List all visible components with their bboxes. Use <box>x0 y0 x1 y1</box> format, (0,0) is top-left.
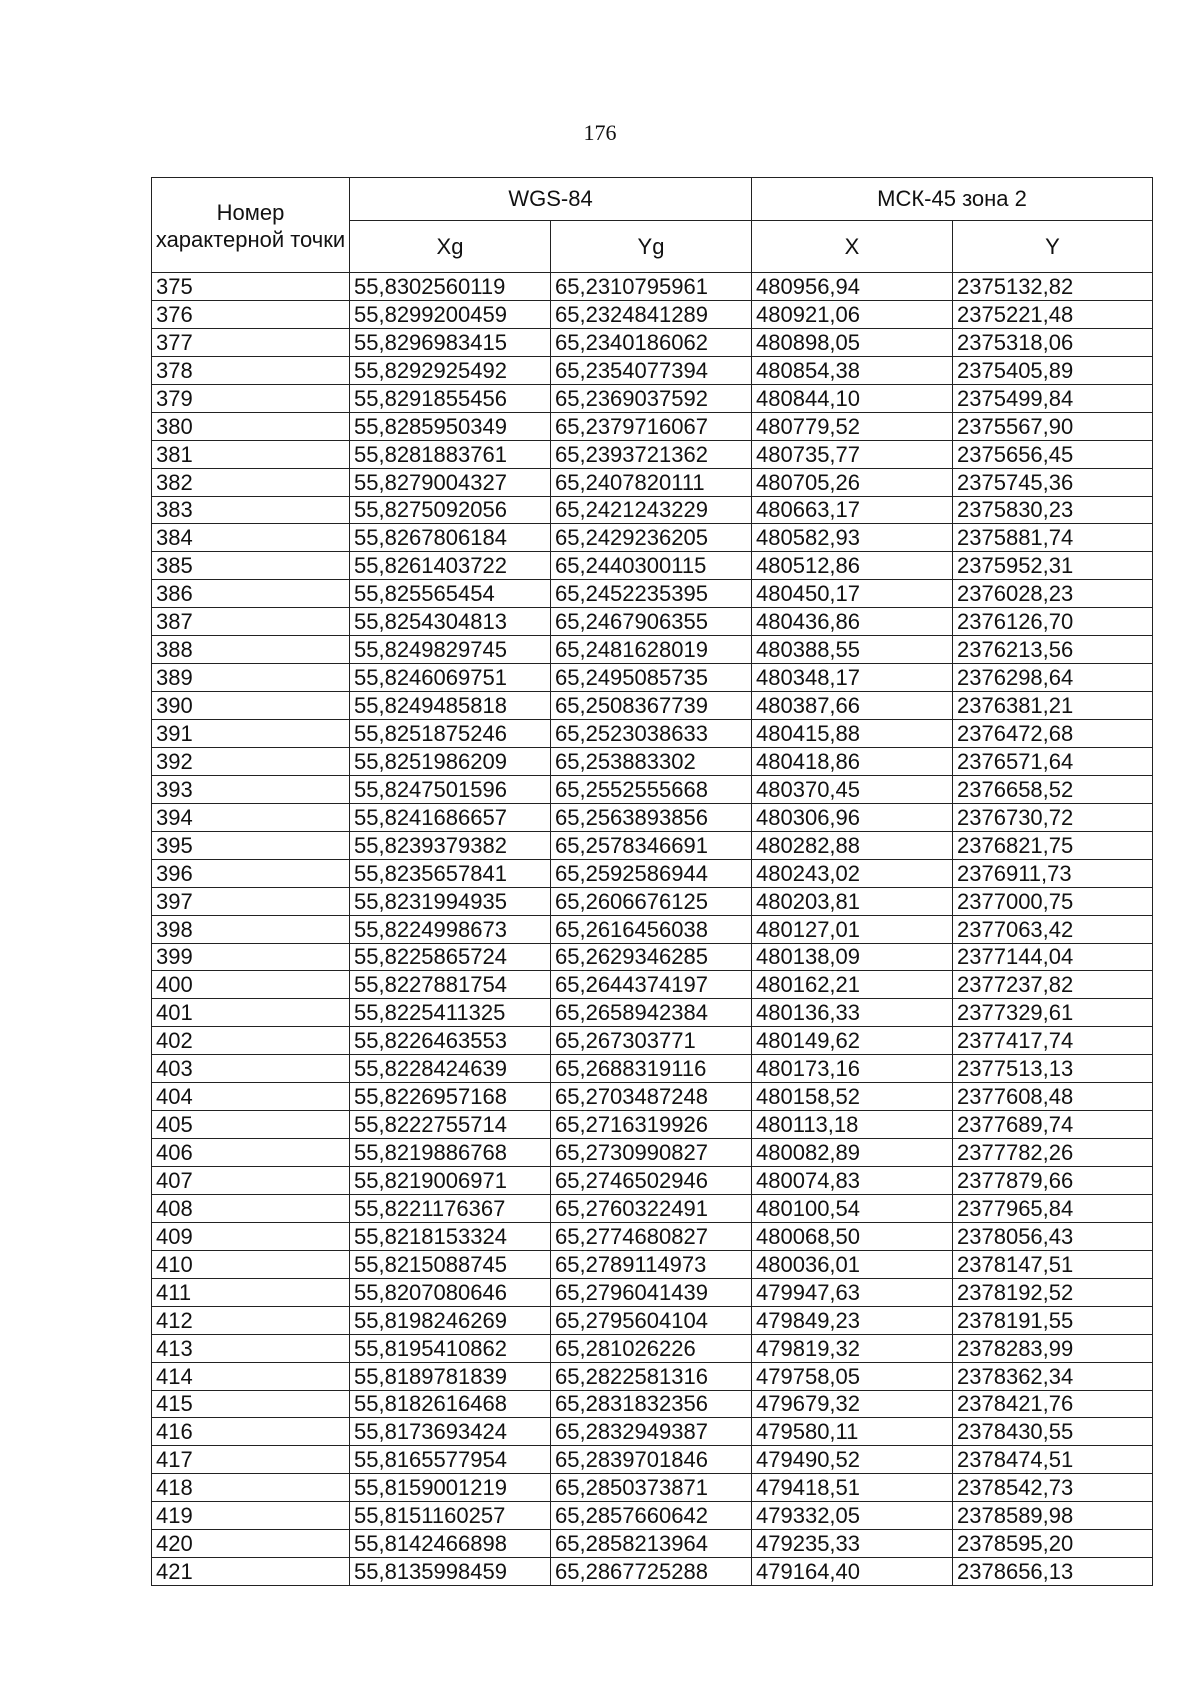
yg-cell: 65,2616456038 <box>551 915 752 943</box>
point-number-cell: 406 <box>152 1139 350 1167</box>
y-cell: 2377513,13 <box>953 1055 1153 1083</box>
point-number-cell: 402 <box>152 1027 350 1055</box>
table-row <box>152 664 1153 692</box>
yg-cell: 65,2658942384 <box>551 999 752 1027</box>
x-cell: 479679,32 <box>752 1390 953 1418</box>
x-cell: 480243,02 <box>752 859 953 887</box>
yg-cell: 65,2440300115 <box>551 552 752 580</box>
point-number-cell: 418 <box>152 1474 350 1502</box>
x-cell: 480844,10 <box>752 384 953 412</box>
point-number-cell: 387 <box>152 608 350 636</box>
xg-cell: 55,8218153324 <box>350 1222 551 1250</box>
x-cell: 480074,83 <box>752 1167 953 1195</box>
table-row <box>152 1418 1153 1446</box>
x-cell: 479418,51 <box>752 1474 953 1502</box>
table-row <box>152 1558 1153 1586</box>
yg-cell: 65,2857660642 <box>551 1502 752 1530</box>
x-cell: 479849,23 <box>752 1306 953 1334</box>
yg-cell: 65,2452235395 <box>551 580 752 608</box>
table-row <box>152 803 1153 831</box>
xg-cell: 55,8235657841 <box>350 859 551 887</box>
yg-cell: 65,2369037592 <box>551 384 752 412</box>
table-row <box>152 580 1153 608</box>
xg-cell: 55,8279004327 <box>350 468 551 496</box>
xg-cell: 55,8246069751 <box>350 664 551 692</box>
table-row <box>152 1027 1153 1055</box>
y-cell: 2376658,52 <box>953 775 1153 803</box>
point-number-cell: 405 <box>152 1111 350 1139</box>
y-cell: 2378283,99 <box>953 1334 1153 1362</box>
y-cell: 2375132,82 <box>953 273 1153 301</box>
y-header: Y <box>953 221 1153 273</box>
yg-cell: 65,2592586944 <box>551 859 752 887</box>
y-cell: 2377608,48 <box>953 1083 1153 1111</box>
table-row <box>152 1278 1153 1306</box>
table-row <box>152 412 1153 440</box>
y-cell: 2378147,51 <box>953 1250 1153 1278</box>
y-cell: 2377063,42 <box>953 915 1153 943</box>
x-cell: 480306,96 <box>752 803 953 831</box>
wgs84-header: WGS-84 <box>350 178 752 221</box>
table-row <box>152 859 1153 887</box>
xg-cell: 55,8207080646 <box>350 1278 551 1306</box>
point-number-cell: 384 <box>152 524 350 552</box>
y-cell: 2376028,23 <box>953 580 1153 608</box>
table-row <box>152 1474 1153 1502</box>
yg-cell: 65,2340186062 <box>551 328 752 356</box>
yg-cell: 65,2354077394 <box>551 356 752 384</box>
x-cell: 480705,26 <box>752 468 953 496</box>
table-row <box>152 468 1153 496</box>
x-cell: 480203,81 <box>752 887 953 915</box>
point-number-cell: 415 <box>152 1390 350 1418</box>
y-cell: 2375567,90 <box>953 412 1153 440</box>
yg-cell: 65,2629346285 <box>551 943 752 971</box>
point-number-cell: 382 <box>152 468 350 496</box>
y-cell: 2376821,75 <box>953 831 1153 859</box>
xg-cell: 55,8225865724 <box>350 943 551 971</box>
x-cell: 480779,52 <box>752 412 953 440</box>
y-cell: 2375656,45 <box>953 440 1153 468</box>
xg-cell: 55,8219006971 <box>350 1167 551 1195</box>
point-number-cell: 386 <box>152 580 350 608</box>
point-number-cell: 397 <box>152 887 350 915</box>
yg-cell: 65,2552555668 <box>551 775 752 803</box>
y-cell: 2378362,34 <box>953 1362 1153 1390</box>
point-number-cell: 419 <box>152 1502 350 1530</box>
table-row <box>152 328 1153 356</box>
y-cell: 2376381,21 <box>953 692 1153 720</box>
point-number-cell: 401 <box>152 999 350 1027</box>
yg-cell: 65,253883302 <box>551 747 752 775</box>
point-number-cell: 400 <box>152 971 350 999</box>
y-cell: 2376571,64 <box>953 747 1153 775</box>
xg-header: Xg <box>350 221 551 273</box>
point-number-cell: 385 <box>152 552 350 580</box>
x-cell: 480282,88 <box>752 831 953 859</box>
point-number-cell: 399 <box>152 943 350 971</box>
xg-cell: 55,8159001219 <box>350 1474 551 1502</box>
table-row <box>152 1334 1153 1362</box>
point-number-cell: 377 <box>152 328 350 356</box>
table-row <box>152 692 1153 720</box>
yg-cell: 65,2429236205 <box>551 524 752 552</box>
table-row <box>152 720 1153 748</box>
yg-cell: 65,2467906355 <box>551 608 752 636</box>
point-number-cell: 421 <box>152 1558 350 1586</box>
table-row <box>152 440 1153 468</box>
yg-cell: 65,2789114973 <box>551 1250 752 1278</box>
msk45-header: МСК-45 зона 2 <box>752 178 1153 221</box>
yg-cell: 65,2774680827 <box>551 1222 752 1250</box>
table-row <box>152 999 1153 1027</box>
xg-cell: 55,8198246269 <box>350 1306 551 1334</box>
yg-cell: 65,2796041439 <box>551 1278 752 1306</box>
y-cell: 2376472,68 <box>953 720 1153 748</box>
xg-cell: 55,8285950349 <box>350 412 551 440</box>
xg-cell: 55,8249829745 <box>350 636 551 664</box>
xg-cell: 55,8292925492 <box>350 356 551 384</box>
x-cell: 480898,05 <box>752 328 953 356</box>
y-cell: 2378056,43 <box>953 1222 1153 1250</box>
table-row <box>152 1362 1153 1390</box>
yg-cell: 65,2831832356 <box>551 1390 752 1418</box>
table-row <box>152 1502 1153 1530</box>
table-row <box>152 943 1153 971</box>
xg-cell: 55,825565454 <box>350 580 551 608</box>
yg-cell: 65,2832949387 <box>551 1418 752 1446</box>
xg-cell: 55,8249485818 <box>350 692 551 720</box>
x-cell: 480735,77 <box>752 440 953 468</box>
y-cell: 2377965,84 <box>953 1194 1153 1222</box>
table-row <box>152 775 1153 803</box>
x-cell: 479332,05 <box>752 1502 953 1530</box>
xg-cell: 55,8135998459 <box>350 1558 551 1586</box>
xg-cell: 55,8226957168 <box>350 1083 551 1111</box>
yg-cell: 65,2407820111 <box>551 468 752 496</box>
xg-cell: 55,8142466898 <box>350 1530 551 1558</box>
x-cell: 480173,16 <box>752 1055 953 1083</box>
x-cell: 480387,66 <box>752 692 953 720</box>
xg-cell: 55,8241686657 <box>350 803 551 831</box>
point-number-cell: 412 <box>152 1306 350 1334</box>
yg-cell: 65,2379716067 <box>551 412 752 440</box>
yg-cell: 65,2730990827 <box>551 1139 752 1167</box>
xg-cell: 55,8226463553 <box>350 1027 551 1055</box>
point-number-cell: 409 <box>152 1222 350 1250</box>
yg-cell: 65,2716319926 <box>551 1111 752 1139</box>
y-cell: 2377689,74 <box>953 1111 1153 1139</box>
point-number-cell: 404 <box>152 1083 350 1111</box>
point-number-header: Номер характерной точки <box>152 178 350 273</box>
xg-cell: 55,8173693424 <box>350 1418 551 1446</box>
yg-cell: 65,2563893856 <box>551 803 752 831</box>
yg-cell: 65,2760322491 <box>551 1194 752 1222</box>
table-row <box>152 887 1153 915</box>
coordinates-table <box>151 177 1153 1586</box>
x-cell: 479490,52 <box>752 1446 953 1474</box>
table-row <box>152 1306 1153 1334</box>
y-cell: 2378192,52 <box>953 1278 1153 1306</box>
x-cell: 479580,11 <box>752 1418 953 1446</box>
yg-cell: 65,267303771 <box>551 1027 752 1055</box>
y-cell: 2375952,31 <box>953 552 1153 580</box>
point-number-cell: 414 <box>152 1362 350 1390</box>
point-number-cell: 398 <box>152 915 350 943</box>
xg-cell: 55,8299200459 <box>350 300 551 328</box>
point-number-cell: 417 <box>152 1446 350 1474</box>
y-cell: 2377329,61 <box>953 999 1153 1027</box>
yg-cell: 65,2644374197 <box>551 971 752 999</box>
y-cell: 2378191,55 <box>953 1306 1153 1334</box>
table-body <box>152 273 1153 1586</box>
table-row <box>152 384 1153 412</box>
xg-cell: 55,8261403722 <box>350 552 551 580</box>
xg-cell: 55,8231994935 <box>350 887 551 915</box>
x-cell: 480956,94 <box>752 273 953 301</box>
table-row <box>152 1222 1153 1250</box>
point-number-cell: 376 <box>152 300 350 328</box>
y-cell: 2375405,89 <box>953 356 1153 384</box>
table-row <box>152 1390 1153 1418</box>
xg-cell: 55,8165577954 <box>350 1446 551 1474</box>
x-cell: 480149,62 <box>752 1027 953 1055</box>
x-cell: 480512,86 <box>752 552 953 580</box>
table-row <box>152 1250 1153 1278</box>
xg-cell: 55,8224998673 <box>350 915 551 943</box>
yg-cell: 65,2393721362 <box>551 440 752 468</box>
point-number-cell: 383 <box>152 496 350 524</box>
point-number-cell: 381 <box>152 440 350 468</box>
y-cell: 2378656,13 <box>953 1558 1153 1586</box>
x-cell: 480415,88 <box>752 720 953 748</box>
point-number-cell: 380 <box>152 412 350 440</box>
y-cell: 2376730,72 <box>953 803 1153 831</box>
x-cell: 480388,55 <box>752 636 953 664</box>
xg-cell: 55,8296983415 <box>350 328 551 356</box>
x-cell: 480854,38 <box>752 356 953 384</box>
table-row <box>152 1139 1153 1167</box>
table-row <box>152 1083 1153 1111</box>
yg-cell: 65,2822581316 <box>551 1362 752 1390</box>
xg-cell: 55,8267806184 <box>350 524 551 552</box>
point-number-cell: 394 <box>152 803 350 831</box>
xg-cell: 55,8227881754 <box>350 971 551 999</box>
x-cell: 479758,05 <box>752 1362 953 1390</box>
point-number-cell: 378 <box>152 356 350 384</box>
point-number-cell: 375 <box>152 273 350 301</box>
xg-cell: 55,8228424639 <box>350 1055 551 1083</box>
yg-cell: 65,2839701846 <box>551 1446 752 1474</box>
point-number-cell: 416 <box>152 1418 350 1446</box>
point-number-cell: 411 <box>152 1278 350 1306</box>
point-number-cell: 388 <box>152 636 350 664</box>
yg-cell: 65,2523038633 <box>551 720 752 748</box>
x-cell: 480158,52 <box>752 1083 953 1111</box>
xg-cell: 55,8239379382 <box>350 831 551 859</box>
x-cell: 480370,45 <box>752 775 953 803</box>
point-number-cell: 393 <box>152 775 350 803</box>
y-cell: 2377000,75 <box>953 887 1153 915</box>
x-cell: 480162,21 <box>752 971 953 999</box>
yg-cell: 65,2867725288 <box>551 1558 752 1586</box>
x-cell: 480921,06 <box>752 300 953 328</box>
yg-header: Yg <box>551 221 752 273</box>
yg-cell: 65,2310795961 <box>551 273 752 301</box>
x-cell: 480138,09 <box>752 943 953 971</box>
x-cell: 480068,50 <box>752 1222 953 1250</box>
table-row <box>152 747 1153 775</box>
y-cell: 2376126,70 <box>953 608 1153 636</box>
xg-cell: 55,8225411325 <box>350 999 551 1027</box>
table-row <box>152 300 1153 328</box>
xg-cell: 55,8189781839 <box>350 1362 551 1390</box>
xg-cell: 55,8247501596 <box>350 775 551 803</box>
x-header: X <box>752 221 953 273</box>
yg-cell: 65,2703487248 <box>551 1083 752 1111</box>
x-cell: 480348,17 <box>752 664 953 692</box>
table-row <box>152 1446 1153 1474</box>
y-cell: 2375221,48 <box>953 300 1153 328</box>
table-row <box>152 636 1153 664</box>
y-cell: 2377144,04 <box>953 943 1153 971</box>
y-cell: 2375830,23 <box>953 496 1153 524</box>
y-cell: 2376213,56 <box>953 636 1153 664</box>
xg-cell: 55,8251986209 <box>350 747 551 775</box>
yg-cell: 65,2850373871 <box>551 1474 752 1502</box>
table-row <box>152 915 1153 943</box>
xg-cell: 55,8281883761 <box>350 440 551 468</box>
x-cell: 480136,33 <box>752 999 953 1027</box>
y-cell: 2377879,66 <box>953 1167 1153 1195</box>
yg-cell: 65,2746502946 <box>551 1167 752 1195</box>
yg-cell: 65,2508367739 <box>551 692 752 720</box>
xg-cell: 55,8222755714 <box>350 1111 551 1139</box>
x-cell: 480127,01 <box>752 915 953 943</box>
table-row <box>152 608 1153 636</box>
point-number-cell: 420 <box>152 1530 350 1558</box>
point-number-cell: 413 <box>152 1334 350 1362</box>
point-number-cell: 396 <box>152 859 350 887</box>
point-number-cell: 407 <box>152 1167 350 1195</box>
x-cell: 480082,89 <box>752 1139 953 1167</box>
point-number-cell: 408 <box>152 1194 350 1222</box>
x-cell: 480100,54 <box>752 1194 953 1222</box>
y-cell: 2375318,06 <box>953 328 1153 356</box>
xg-cell: 55,8254304813 <box>350 608 551 636</box>
table-row <box>152 1111 1153 1139</box>
x-cell: 480663,17 <box>752 496 953 524</box>
point-number-cell: 403 <box>152 1055 350 1083</box>
yg-cell: 65,2688319116 <box>551 1055 752 1083</box>
point-number-cell: 390 <box>152 692 350 720</box>
x-cell: 480436,86 <box>752 608 953 636</box>
table-row <box>152 496 1153 524</box>
x-cell: 479235,33 <box>752 1530 953 1558</box>
yg-cell: 65,2324841289 <box>551 300 752 328</box>
y-cell: 2378595,20 <box>953 1530 1153 1558</box>
xg-cell: 55,8275092056 <box>350 496 551 524</box>
x-cell: 480582,93 <box>752 524 953 552</box>
table-row <box>152 1055 1153 1083</box>
table-header <box>152 178 1153 273</box>
yg-cell: 65,2795604104 <box>551 1306 752 1334</box>
y-cell: 2377237,82 <box>953 971 1153 999</box>
xg-cell: 55,8221176367 <box>350 1194 551 1222</box>
point-number-cell: 410 <box>152 1250 350 1278</box>
table-row <box>152 524 1153 552</box>
yg-cell: 65,2578346691 <box>551 831 752 859</box>
yg-cell: 65,2481628019 <box>551 636 752 664</box>
y-cell: 2375499,84 <box>953 384 1153 412</box>
xg-cell: 55,8151160257 <box>350 1502 551 1530</box>
table-row <box>152 1530 1153 1558</box>
table-row <box>152 971 1153 999</box>
xg-cell: 55,8215088745 <box>350 1250 551 1278</box>
yg-cell: 65,281026226 <box>551 1334 752 1362</box>
y-cell: 2378421,76 <box>953 1390 1153 1418</box>
xg-cell: 55,8302560119 <box>350 273 551 301</box>
y-cell: 2375881,74 <box>953 524 1153 552</box>
point-number-cell: 379 <box>152 384 350 412</box>
y-cell: 2377782,26 <box>953 1139 1153 1167</box>
point-number-cell: 391 <box>152 720 350 748</box>
x-cell: 479947,63 <box>752 1278 953 1306</box>
xg-cell: 55,8182616468 <box>350 1390 551 1418</box>
xg-cell: 55,8291855456 <box>350 384 551 412</box>
y-cell: 2378589,98 <box>953 1502 1153 1530</box>
y-cell: 2377417,74 <box>953 1027 1153 1055</box>
table-row <box>152 552 1153 580</box>
table-row <box>152 273 1153 301</box>
x-cell: 479819,32 <box>752 1334 953 1362</box>
table-row <box>152 1167 1153 1195</box>
yg-cell: 65,2421243229 <box>551 496 752 524</box>
xg-cell: 55,8195410862 <box>350 1334 551 1362</box>
x-cell: 479164,40 <box>752 1558 953 1586</box>
y-cell: 2378430,55 <box>953 1418 1153 1446</box>
table-row <box>152 831 1153 859</box>
yg-cell: 65,2858213964 <box>551 1530 752 1558</box>
x-cell: 480113,18 <box>752 1111 953 1139</box>
page-number: 176 <box>583 120 617 145</box>
y-cell: 2376911,73 <box>953 859 1153 887</box>
y-cell: 2376298,64 <box>953 664 1153 692</box>
yg-cell: 65,2495085735 <box>551 664 752 692</box>
point-number-cell: 389 <box>152 664 350 692</box>
y-cell: 2378542,73 <box>953 1474 1153 1502</box>
xg-cell: 55,8219886768 <box>350 1139 551 1167</box>
xg-cell: 55,8251875246 <box>350 720 551 748</box>
x-cell: 480418,86 <box>752 747 953 775</box>
x-cell: 480450,17 <box>752 580 953 608</box>
point-number-cell: 395 <box>152 831 350 859</box>
y-cell: 2378474,51 <box>953 1446 1153 1474</box>
table-row <box>152 356 1153 384</box>
table-row <box>152 1194 1153 1222</box>
point-number-cell: 392 <box>152 747 350 775</box>
x-cell: 480036,01 <box>752 1250 953 1278</box>
y-cell: 2375745,36 <box>953 468 1153 496</box>
yg-cell: 65,2606676125 <box>551 887 752 915</box>
